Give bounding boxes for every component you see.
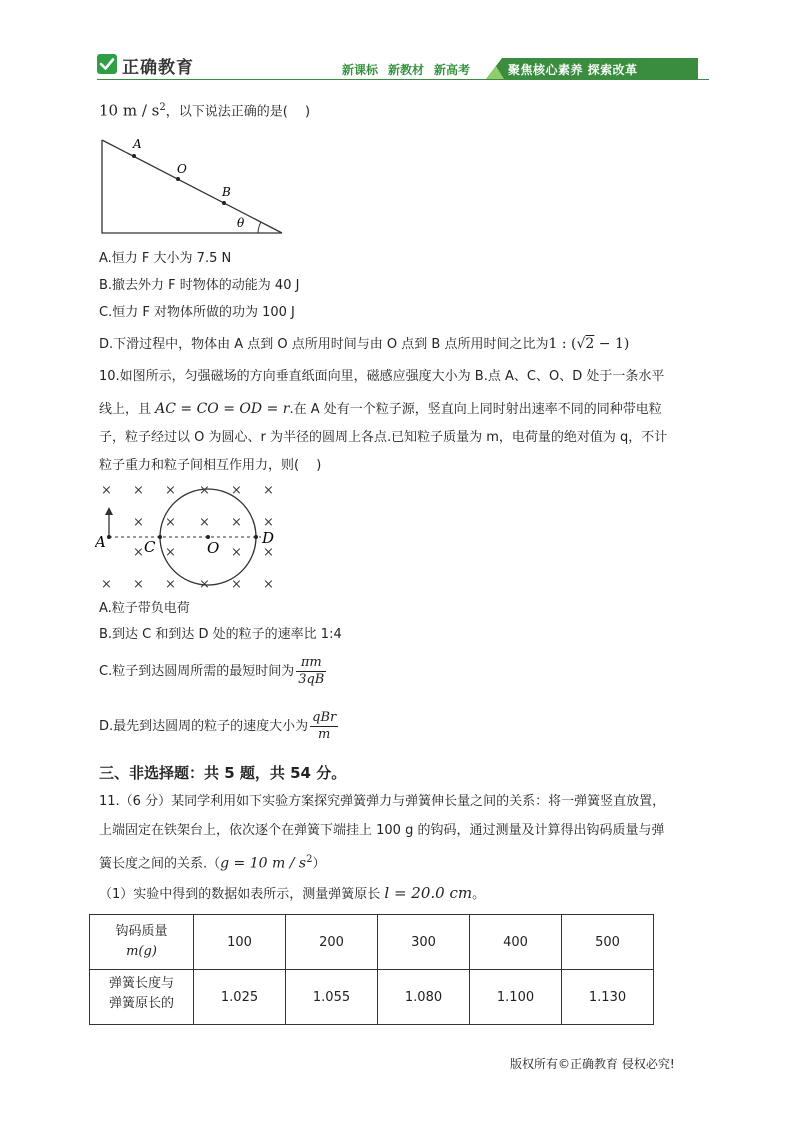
point-a [132,154,136,158]
table-cell: 300 [378,915,470,970]
incline-surface [102,140,282,233]
svg-text:×: × [101,483,112,498]
q9-option-d: D.下滑过程中，物体由 A 点到 O 点所用时间与由 O 点到 B 点所用时间之比为1 : (√2 − 1) [99,336,630,352]
label-b: B [222,185,231,199]
point-d [254,535,258,539]
header-tag-curriculum: 新课标 [342,63,379,77]
table-cell: 1.100 [470,970,562,1025]
q10-stem-line4: 粒子重力和粒子间相互作用力，则( ) [99,458,322,473]
svg-text:×: × [199,515,210,530]
footer-copyright: 版权所有©正确教育 侵权必究! [510,1057,675,1071]
svg-text:×: × [263,545,274,560]
table-row [90,970,654,1025]
svg-text:×: × [133,577,144,592]
q9-option-c: C.恒力 F 对物体所做的功为 100 J [99,305,295,320]
q9-option-a: A.恒力 F 大小为 7.5 N [99,251,232,266]
label-a: A [95,533,106,551]
label-theta: θ [237,216,245,230]
table-row-label: 弹簧长度与 弹簧原长的 [90,970,194,1025]
q10-option-d: D.最先到达圆周的粒子的速度大小为 $\frac{\text{qBr}}{m}$ [99,710,337,742]
data-table [89,914,654,1025]
q9-option-b: B.撤去外力 F 时物体的动能为 40 J [99,278,300,293]
q10-stem-line2: 线上，且 AC = CO = OD = r.在 A 处有一个粒子源，竖直向上同时射出速率不同的同种带电粒 [99,401,662,417]
section-heading: 三、非选择题：共 5 题，共 54 分。 [99,764,347,782]
q10-stem-line1: 10.如图所示，匀强磁场的方向垂直纸面向里，磁感应强度大小为 B.点 A、C、O、D 处于一条水平 [99,369,665,384]
q9-intro: 10 m / $s^2$，以下说法正确的是( ) [99,101,311,120]
label-a: A [133,137,142,151]
brand-name: 正确教育 [122,58,194,78]
point-a [107,535,111,539]
svg-text:×: × [263,577,274,592]
brand-check-icon [97,54,117,74]
svg-text:×: × [165,515,176,530]
svg-text:×: × [263,515,274,530]
table-cell: 400 [470,915,562,970]
q11-sub1: （1）实验中得到的数据如表所示，测量弹簧原长 l = 20.0 cm。 [99,884,486,902]
q11-stem-line2: 上端固定在铁架台上，依次逐个在弹簧下端挂上 100 g 的钩码，通过测量及计算得出钩码质量与弹 [99,823,665,838]
point-o [176,177,180,181]
header-tag-exam: 新高考 [434,63,471,77]
svg-text:×: × [133,545,144,560]
header-rule [97,79,709,80]
svg-text:×: × [133,483,144,498]
label-o: O [207,539,220,557]
svg-text:×: × [165,545,176,560]
arrow-head-icon [105,507,113,515]
svg-text:×: × [133,515,144,530]
point-b [222,201,226,205]
q11-stem-line3: 簧长度之间的关系.（g = 10 m / $s^2$） [99,854,326,872]
header-banner-text: 聚焦核心素养 探索改革 [508,63,638,77]
table-cell: 1.130 [562,970,654,1025]
svg-text:×: × [231,577,242,592]
q10-option-c: C.粒子到达圆周所需的最短时间为 $\frac{\pi m}{3qB}$ [99,655,325,687]
label-d: D [262,529,275,547]
table-cell: 200 [286,915,378,970]
svg-text:×: × [199,577,210,592]
svg-text:×: × [165,577,176,592]
q10-option-b: B.到达 C 和到达 D 处的粒子的速率比 1:4 [99,627,342,642]
q10-option-a: A.粒子带负电荷 [99,601,190,616]
table-cell: 500 [562,915,654,970]
q9-incline-diagram [95,132,290,237]
svg-text:×: × [231,545,242,560]
svg-text:×: × [231,483,242,498]
svg-text:×: × [263,483,274,498]
svg-text:×: × [165,483,176,498]
label-o: O [177,162,187,176]
label-c: C [144,538,156,556]
theta-arc [258,222,261,233]
table-row [90,915,654,970]
q10-stem-line3: 子，粒子经过以 O 为圆心、r 为半径的圆周上各点.已知粒子质量为 m，电荷量的绝对值为 q，不计 [99,430,668,445]
svg-text:×: × [231,515,242,530]
table-header-label: 钩码质量 m(g) [90,915,194,970]
table-cell: 1.080 [378,970,470,1025]
svg-text:×: × [199,483,210,498]
svg-text:×: × [101,577,112,592]
q11-stem-line1: 11.（6 分）某同学利用如下实验方案探究弹簧弹力与弹簧伸长量之间的关系：将一弹簧竖直放置， [99,794,666,809]
point-c [158,535,162,539]
table-cell: 100 [194,915,286,970]
table-cell: 1.025 [194,970,286,1025]
header-tag-textbook: 新教材 [388,63,425,77]
table-cell: 1.055 [286,970,378,1025]
q10-field-diagram [95,478,290,596]
